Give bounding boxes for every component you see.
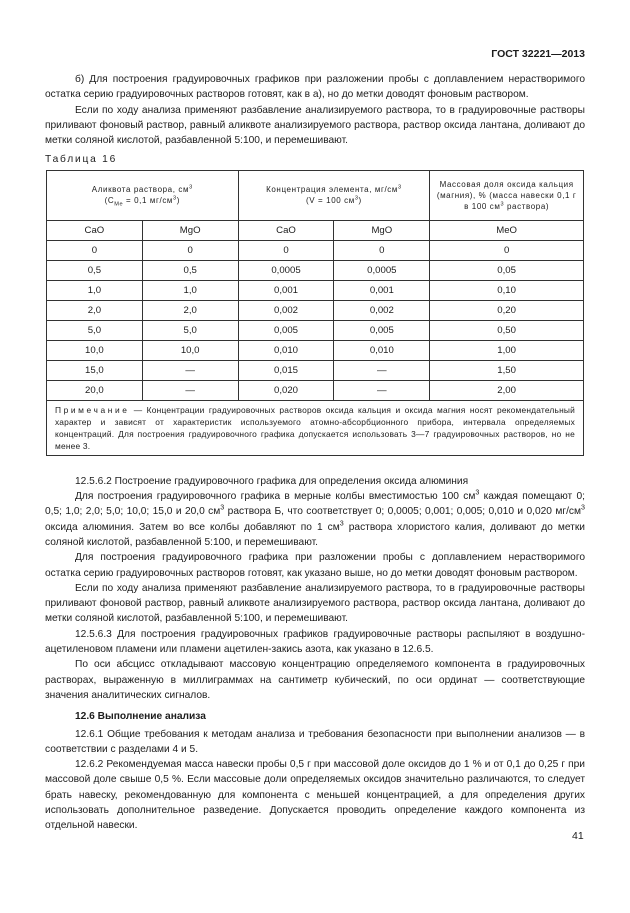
table-cell: 0,0005	[238, 260, 334, 280]
table-cell: 0	[142, 240, 238, 260]
table-cell: —	[334, 380, 430, 400]
table-cell: 0	[430, 240, 584, 260]
table-cell: 10,0	[142, 340, 238, 360]
table-cell: 0,002	[238, 300, 334, 320]
table-cell: 2,00	[430, 380, 584, 400]
table-row	[47, 340, 584, 360]
section-12562-paragraph-3: Если по ходу анализа применяют разбавление анализируемого раствора, то в градуировочные растворы приливают фоновой раствор, равный аликвоте анализируемого раствора, раствор оксида лантана, доливают до метки соляной кислотой, разбавленной 5:100, и перемешивают.	[45, 582, 585, 625]
table-row	[47, 240, 584, 260]
table-cell: 0,5	[47, 260, 143, 280]
section-126-title: 12.6 Выполнение анализа	[75, 711, 206, 723]
table-row	[47, 300, 584, 320]
section-1261: 12.6.1 Общие требования к методам анализа и требования безопасности при выполнении анализов — в соответствии с разделами 4 и 5.	[45, 728, 585, 755]
header-aliquot: Аликвота раствора, $см^3$ ($C_{Мe} = 0,1$ $мг/см^3$)	[47, 170, 239, 220]
table-cell: 0,20	[430, 300, 584, 320]
table-cell: 0	[334, 240, 430, 260]
table-cell: 0,001	[334, 280, 430, 300]
table-cell: 2,0	[47, 300, 143, 320]
table-row	[47, 280, 584, 300]
table-cell: 10,0	[47, 340, 143, 360]
table-cell: —	[142, 380, 238, 400]
table-cell: 1,0	[142, 280, 238, 300]
table-row	[47, 380, 584, 400]
table-cell: 20,0	[47, 380, 143, 400]
table-cell: 0,0005	[334, 260, 430, 280]
table-cell: 0,010	[238, 340, 334, 360]
note-label: Примечание	[55, 404, 130, 415]
table-note-row	[47, 400, 584, 455]
table-subheader-row	[47, 220, 584, 240]
table-cell: 0,10	[430, 280, 584, 300]
paragraph-b: б) Для построения градуировочных графиков при разложении пробы с доплавлением нерастворимого остатка серию градуировочных растворов готовят, как в а), но до метки доводят фоновым раствором.	[45, 74, 585, 101]
column-header: MgO	[334, 220, 430, 240]
section-12562-title: 12.5.6.2 Построение градуировочного графика для определения оксида алюминия	[75, 475, 469, 487]
column-header: MgO	[142, 220, 238, 240]
table-cell: 0	[47, 240, 143, 260]
section-12562-paragraph-1: Для построения градуировочного графика в мерные колбы вместимостью 100 $см^3$ каждая помещают 0; 0,5; 1,0; 2,0; 5,0; 10,0; 15,0 и 20,0 $см^3$ раствора Б, что соответствует 0; 0,0005; 0,001; 0,005; 0,010 и 0,020 $мг/см^3$ оксида алюминия. Затем во все колбы добавляют по 1 $см^3$ раствора хлористого калия, доливают до метки соляной кислотой, разбавленной 5:100, и перемешивают.	[45, 488, 586, 548]
table-cell: 0,002	[334, 300, 430, 320]
note-text: — Концентрации градуировочных растворов оксида кальция и оксида магния носят рекомендательный характер и зависят от характеристик используемого атомно-абсорбционного прибора, интервала определяемых концентраций. Для построения градуировочного графика допускается использовать 3—7 градуировочных растворов, но не менее 3.	[55, 404, 575, 451]
table-cell: 0,50	[430, 320, 584, 340]
section-12563: 12.5.6.3 Для построения градуировочных графиков градуировочные растворы распыляют в воздушно-ацетиленовом пламени или пламени ацетилен-закись азота, как указано в 12.6.5.	[45, 628, 585, 656]
page-body	[45, 72, 585, 834]
table-caption: Таблица 16	[45, 154, 118, 166]
section-1262: 12.6.2 Рекомендуемая масса навески пробы 0,5 г при массовой доле оксидов до 1 % и от 0,1 до 0,25 г при массовой доле свыше 0,5 %. Если массовые доли определяемых оксидов значительно различаются, то следует брать навеску, рекомендованную для компонента с меньшей концентрацией, а для определения других использовать дополнительное разведение. Допускается проводить определение каждого компонента из отдельной навески.	[45, 759, 585, 832]
column-header: MeO	[430, 220, 584, 240]
table-cell: 0,001	[238, 280, 334, 300]
header-concentration: Концентрация элемента, $мг/см^3$ (V = 100 $см^3$)	[238, 170, 430, 220]
table-cell: 0,5	[142, 260, 238, 280]
table-cell: 0,05	[430, 260, 584, 280]
section-12563-paragraph-2: По оси абсцисс откладывают массовую концентрацию определяемого компонента в градуировочных растворах, выраженную в миллиграммах на сантиметр кубический, по оси ординат — соответствующие значения аналитических сигналов.	[45, 659, 585, 701]
table-cell: 0,020	[238, 380, 334, 400]
section-12562-paragraph-2: Для построения градуировочного графика при разложении пробы с доплавлением нерастворимого остатка серию градуировочных растворов готовят, как указано выше, но до метки доводят фоновым раствором.	[45, 552, 585, 579]
table-cell: 0,005	[238, 320, 334, 340]
table-cell: 5,0	[142, 320, 238, 340]
table-cell: —	[334, 360, 430, 380]
header-mass-fraction: Массовая доля оксида кальция (магния), % (масса навески 0,1 г в 100 $см^3$ раствора)	[430, 170, 584, 220]
table-cell: 0,005	[334, 320, 430, 340]
table-cell: 2,0	[142, 300, 238, 320]
table-cell: 1,0	[47, 280, 143, 300]
table-cell: 0,015	[238, 360, 334, 380]
table-cell: —	[142, 360, 238, 380]
table-cell: 15,0	[47, 360, 143, 380]
paragraph-dilution: Если по ходу анализа применяют разбавление анализируемого раствора, то в градуировочные растворы приливают фоновый раствор, равный аликвоте анализируемого раствора, раствор оксида лантана, доливают до метки соляной кислотой, разбавленной 5:100, и перемешивают.	[45, 104, 585, 147]
table-row	[47, 320, 584, 340]
table-cell: 1,50	[430, 360, 584, 380]
table-cell: 0	[238, 240, 334, 260]
table-cell: 0,010	[334, 340, 430, 360]
column-header: CaO	[238, 220, 334, 240]
table-cell: 5,0	[47, 320, 143, 340]
document-header: ГОСТ 32221—2013	[491, 48, 585, 60]
table-header-row	[47, 170, 584, 220]
calibration-table	[46, 170, 584, 456]
table-row	[47, 260, 584, 280]
table-note	[47, 400, 584, 455]
page-number: 41	[572, 830, 584, 842]
table-row	[47, 360, 584, 380]
column-header: CaO	[47, 220, 143, 240]
table-cell: 1,00	[430, 340, 584, 360]
